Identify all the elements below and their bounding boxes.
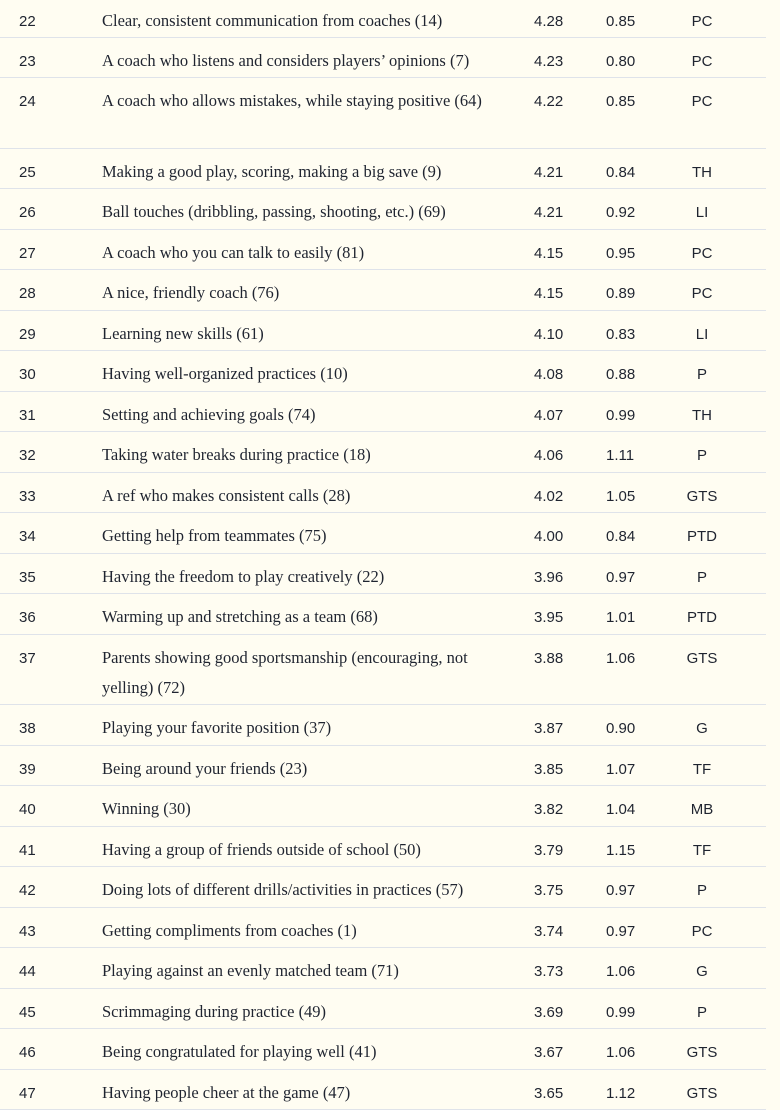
item-cell: Being congratulated for playing well (41)	[102, 1037, 512, 1067]
rank-cell: 30	[19, 360, 59, 390]
item-cell: Playing your favorite position (37)	[102, 713, 512, 743]
item-cell: Learning new skills (61)	[102, 319, 512, 349]
mean-cell: 4.21	[534, 198, 574, 228]
table-row	[0, 827, 766, 868]
rank-cell: 41	[19, 836, 59, 866]
category-cell: TF	[662, 836, 742, 866]
table-row	[0, 311, 766, 352]
mean-cell: 3.87	[534, 714, 574, 744]
table-row	[0, 786, 766, 827]
category-cell: P	[662, 441, 742, 471]
rank-cell: 38	[19, 714, 59, 744]
rank-cell: 27	[19, 239, 59, 269]
rank-cell: 25	[19, 158, 59, 188]
rank-cell: 35	[19, 563, 59, 593]
mean-cell: 3.95	[534, 603, 574, 633]
item-cell: Parents showing good sportsmanship (encouraging, not yelling) (72)	[102, 643, 512, 703]
mean-cell: 3.73	[534, 957, 574, 987]
table-row	[0, 635, 766, 706]
rank-cell: 44	[19, 957, 59, 987]
table-row	[0, 554, 766, 595]
table-row	[0, 989, 766, 1030]
mean-cell: 4.07	[534, 401, 574, 431]
category-cell: GTS	[662, 482, 742, 512]
mean-cell: 4.15	[534, 279, 574, 309]
rank-cell: 28	[19, 279, 59, 309]
rank-cell: 42	[19, 876, 59, 906]
rank-cell: 43	[19, 917, 59, 947]
category-cell: P	[662, 998, 742, 1028]
sd-cell: 0.83	[606, 320, 646, 350]
rank-cell: 34	[19, 522, 59, 552]
category-cell: P	[662, 876, 742, 906]
rank-cell: 26	[19, 198, 59, 228]
mean-cell: 3.82	[534, 795, 574, 825]
table-row	[0, 230, 766, 271]
category-cell: PC	[662, 7, 742, 37]
table-row	[0, 1070, 766, 1110]
category-cell: PTD	[662, 603, 742, 633]
table-row	[0, 38, 766, 79]
rank-cell: 31	[19, 401, 59, 431]
item-cell: Setting and achieving goals (74)	[102, 400, 512, 430]
category-cell: MB	[662, 795, 742, 825]
category-cell: PTD	[662, 522, 742, 552]
sd-cell: 0.90	[606, 714, 646, 744]
mean-cell: 4.22	[534, 87, 574, 117]
mean-cell: 3.69	[534, 998, 574, 1028]
category-cell: PC	[662, 279, 742, 309]
mean-cell: 3.75	[534, 876, 574, 906]
table-row	[0, 351, 766, 392]
sd-cell: 0.88	[606, 360, 646, 390]
table-row	[0, 867, 766, 908]
item-cell: Having the freedom to play creatively (22)	[102, 562, 512, 592]
mean-cell: 3.74	[534, 917, 574, 947]
table-row	[0, 0, 766, 38]
item-cell: Making a good play, scoring, making a big save (9)	[102, 157, 512, 187]
table-row	[0, 1029, 766, 1070]
sd-cell: 0.80	[606, 47, 646, 77]
sd-cell: 0.97	[606, 876, 646, 906]
category-cell: PC	[662, 47, 742, 77]
table-row	[0, 948, 766, 989]
category-cell: G	[662, 714, 742, 744]
sd-cell: 1.01	[606, 603, 646, 633]
mean-cell: 4.21	[534, 158, 574, 188]
category-cell: P	[662, 360, 742, 390]
rank-cell: 37	[19, 644, 59, 674]
sd-cell: 1.06	[606, 644, 646, 674]
mean-cell: 3.65	[534, 1079, 574, 1109]
table-row	[0, 746, 766, 787]
sd-cell: 1.12	[606, 1079, 646, 1109]
sd-cell: 1.04	[606, 795, 646, 825]
sd-cell: 1.06	[606, 957, 646, 987]
item-cell: A ref who makes consistent calls (28)	[102, 481, 512, 511]
sd-cell: 0.97	[606, 563, 646, 593]
item-cell: Playing against an evenly matched team (71)	[102, 956, 512, 986]
mean-cell: 3.85	[534, 755, 574, 785]
category-cell: PC	[662, 87, 742, 117]
item-cell: Having well-organized practices (10)	[102, 359, 512, 389]
item-cell: Winning (30)	[102, 794, 512, 824]
category-cell: GTS	[662, 644, 742, 674]
rank-cell: 23	[19, 47, 59, 77]
category-cell: TH	[662, 158, 742, 188]
category-cell: G	[662, 957, 742, 987]
item-cell: Having people cheer at the game (47)	[102, 1078, 512, 1108]
rank-cell: 36	[19, 603, 59, 633]
sd-cell: 0.85	[606, 87, 646, 117]
category-cell: LI	[662, 320, 742, 350]
mean-cell: 4.08	[534, 360, 574, 390]
item-cell: Taking water breaks during practice (18)	[102, 440, 512, 470]
item-cell: A nice, friendly coach (76)	[102, 278, 512, 308]
category-cell: TF	[662, 755, 742, 785]
sd-cell: 0.95	[606, 239, 646, 269]
category-cell: GTS	[662, 1079, 742, 1109]
sd-cell: 1.06	[606, 1038, 646, 1068]
table-row	[0, 513, 766, 554]
mean-cell: 4.28	[534, 7, 574, 37]
table-row	[0, 594, 766, 635]
mean-cell: 4.23	[534, 47, 574, 77]
item-cell: Doing lots of different drills/activities in practices (57)	[102, 875, 512, 905]
sd-cell: 1.11	[606, 441, 646, 471]
item-cell: Being around your friends (23)	[102, 754, 512, 784]
sd-cell: 1.15	[606, 836, 646, 866]
sd-cell: 0.97	[606, 917, 646, 947]
sd-cell: 0.84	[606, 522, 646, 552]
item-cell: Ball touches (dribbling, passing, shooting, etc.) (69)	[102, 197, 512, 227]
rank-cell: 32	[19, 441, 59, 471]
table-row	[0, 705, 766, 746]
mean-cell: 4.02	[534, 482, 574, 512]
category-cell: PC	[662, 239, 742, 269]
category-cell: LI	[662, 198, 742, 228]
category-cell: GTS	[662, 1038, 742, 1068]
item-cell: Having a group of friends outside of school (50)	[102, 835, 512, 865]
sd-cell: 0.85	[606, 7, 646, 37]
item-cell: Clear, consistent communication from coaches (14)	[102, 6, 512, 36]
sd-cell: 0.84	[606, 158, 646, 188]
rank-cell: 22	[19, 7, 59, 37]
rank-cell: 29	[19, 320, 59, 350]
item-cell: Scrimmaging during practice (49)	[102, 997, 512, 1027]
sd-cell: 1.07	[606, 755, 646, 785]
sd-cell: 0.99	[606, 401, 646, 431]
table-row	[0, 392, 766, 433]
rank-cell: 33	[19, 482, 59, 512]
rank-cell: 24	[19, 87, 59, 117]
category-cell: PC	[662, 917, 742, 947]
item-cell: A coach who listens and considers players’ opinions (7)	[102, 46, 512, 76]
rank-cell: 47	[19, 1079, 59, 1109]
mean-cell: 3.96	[534, 563, 574, 593]
mean-cell: 4.10	[534, 320, 574, 350]
mean-cell: 3.88	[534, 644, 574, 674]
mean-cell: 3.79	[534, 836, 574, 866]
sd-cell: 0.99	[606, 998, 646, 1028]
category-cell: P	[662, 563, 742, 593]
table-row	[0, 473, 766, 514]
category-cell: TH	[662, 401, 742, 431]
rank-cell: 40	[19, 795, 59, 825]
table-row	[0, 149, 766, 190]
mean-cell: 4.15	[534, 239, 574, 269]
item-cell: Getting compliments from coaches (1)	[102, 916, 512, 946]
mean-cell: 4.06	[534, 441, 574, 471]
table-row	[0, 908, 766, 949]
item-cell: A coach who allows mistakes, while staying positive (64)	[102, 86, 512, 116]
rank-cell: 45	[19, 998, 59, 1028]
sd-cell: 0.89	[606, 279, 646, 309]
rank-cell: 39	[19, 755, 59, 785]
table-row	[0, 270, 766, 311]
rank-cell: 46	[19, 1038, 59, 1068]
item-cell: A coach who you can talk to easily (81)	[102, 238, 512, 268]
table-row	[0, 78, 766, 149]
item-cell: Warming up and stretching as a team (68)	[102, 602, 512, 632]
item-cell: Getting help from teammates (75)	[102, 521, 512, 551]
sd-cell: 1.05	[606, 482, 646, 512]
sd-cell: 0.92	[606, 198, 646, 228]
mean-cell: 3.67	[534, 1038, 574, 1068]
table-row	[0, 432, 766, 473]
table-row	[0, 189, 766, 230]
mean-cell: 4.00	[534, 522, 574, 552]
